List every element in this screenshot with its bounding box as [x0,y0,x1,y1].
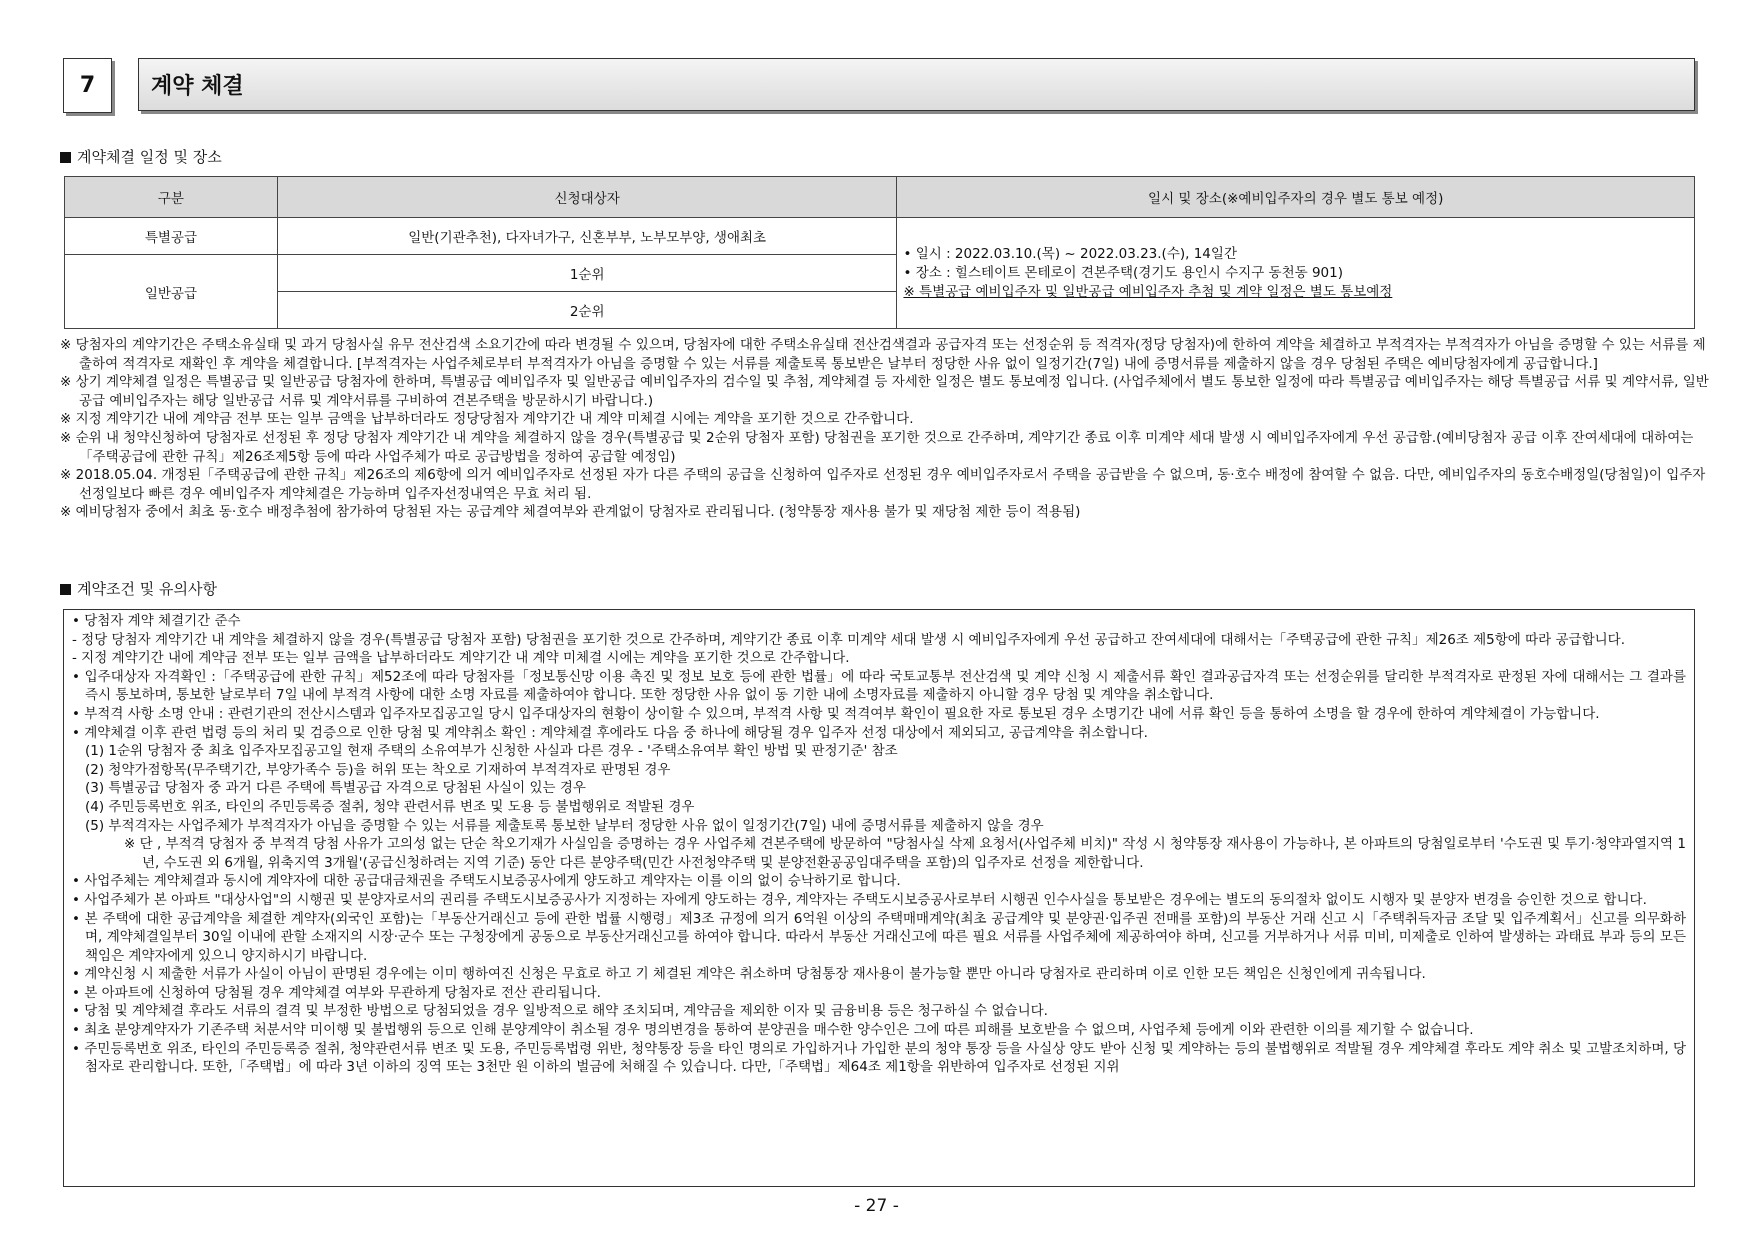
reserve-note: ※ 특별공급 예비입주자 및 일반공급 예비입주자 추첨 및 계약 일정은 별도 통보예정 [903,283,1393,300]
condition-item: - 정당 당첨자 계약기간 내 계약을 체결하지 않을 경우(특별공급 당첨자 포함) 당첨권을 포기한 것으로 간주하며, 계약기간 종료 이후 미계약 세대 발생 시 예비입주자에게 우선 공급하고 잔여세대에 대해서는「주택공급에 관한 규칙」제26조 제5항에 따라 공급합니다. [72,631,1626,648]
condition-item: • 계약체결 이후 관련 법령 등의 처리 및 검증으로 인한 당첨 및 계약취소 확인 : 계약체결 후에라도 다음 중 하나에 해당될 경우 입주자 선정 대상에서 제외되고, 공급계약을 취소합니다. [72,724,1148,741]
condition-item: (3) 특별공급 당첨자 중 과거 다른 주택에 특별공급 자격으로 당첨된 사실이 있는 경우 [85,780,586,797]
condition-item: • 주민등록번호 위조, 타인의 주민등록증 절취, 청약관련서류 변조 및 도용, 주민등록법령 위반, 청약통장 등을 타인 명의로 가입하거나 가입한 분의 청약 통장 등을 사실상 양도 받아 신청 및 계약하는 등의 불법행위로 적발될 경우 계약체결 후라도 계약 취소 및 고발조치하며, 당첨자로 관리합니다. 또한,「주택법」에 따라 3년 이하의 징역 또는 3천만 원 이하의 벌금에 처해질 수 있습니다. 다만,「주택법」제64조 제1항을 위반하여 입주자로 선정된 지위 [72,1040,1686,1076]
condition-item: • 사업주체가 본 아파트 "대상사업"의 시행권 및 분양자로서의 권리를 주택도시보증공사가 지정하는 자에게 양도하는 경우, 계약자는 주택도시보증공사로부터 시행권 인수사실을 통보받은 경우에는 별도의 동의절차 없이도 시행자 및 분양자 변경을 승인한 것으로 합니다. [72,891,1647,908]
schedule-table [64,176,1695,329]
note-item: ※ 2018.05.04. 개정된「주택공급에 관한 규칙」제26조의 제6항에 의거 예비입주자로 선정된 자가 다른 주택의 공급을 신청하여 입주자로 선정된 경우 예비입주자로서 주택을 공급받을 수 없으며, 동‧호수 배정에 참여할 수 없음. 다만, 예비입주자의 동호수배정일(당첨일)이 입주자 선정일보다 빠른 경우 예비입주자 계약체결은 가능하며 입주자선정내역은 무효 처리 됨. [60,467,1706,502]
section-title: 계약 체결 [138,58,1695,111]
special-supply-label: 특별공급 [65,218,278,255]
column-header: 일시 및 장소(※예비입주자의 경우 별도 통보 예정) [897,177,1695,218]
section-number: 7 [63,58,112,113]
date-line: • 일시 : 2022.03.10.(목) ~ 2022.03.23.(수), 14일간 [903,245,1237,262]
table-row [65,218,1695,255]
note-item: ※ 당첨자의 계약기간은 주택소유실태 및 과거 당첨사실 유무 전산검색 소요기간에 따라 변경될 수 있으며, 당첨자에 대한 주택소유실태 전산검색결과 공급자격 또는 선정순위 등 적격자(정당 당첨자)에 한하여 계약을 체결하고 부적격자는 부적격자가 아님을 증명할 수 있는 서류를 제출하여 적격자로 재확인 후 계약을 체결합니다. [부적격자는 사업주체로부터 부적격자가 아님을 증명할 수 있는 서류를 제출토록 통보받은 날부터 정당한 사유 없이 일정기간(7일) 내에 증명서류를 제출하지 않을 경우 당첨된 주택은 예비당첨자에게 공급합니다.] [60,337,1706,372]
note-item: ※ 상기 계약체결 일정은 특별공급 및 일반공급 당첨자에 한하며, 특별공급 예비입주자 및 일반공급 예비입주자의 검수일 및 추첨, 계약체결 등 자세한 일정은 별도 통보예정 입니다. (사업주체에서 별도 통보한 일정에 따라 특별공급 예비입주자는 해당 특별공급 서류 및 계약서류, 일반공급 예비입주자는 해당 일반공급 서류 및 계약서류를 구비하여 견본주택을 방문하시기 바랍니다.) [60,374,1709,409]
condition-item: • 당첨 및 계약체결 후라도 서류의 결격 및 부정한 방법으로 당첨되었을 경우 일방적으로 해약 조치되며, 계약금을 제외한 이자 및 금융비용 등은 청구하실 수 없습니다. [72,1003,1048,1020]
note-item: ※ 예비당첨자 중에서 최초 동‧호수 배정추첨에 참가하여 당첨된 자는 공급계약 체결여부와 관계없이 당첨자로 관리됩니다. (청약통장 재사용 불가 및 재당첨 제한 등이 적용됨) [60,504,1081,521]
special-supply-target: 일반(기관추천), 다자녀가구, 신혼부부, 노부모부양, 생애최초 [277,218,897,255]
place-line: • 장소 : 힐스테이트 몬테로이 견본주택(경기도 용인시 수지구 동천동 901) [903,264,1343,281]
rank2-cell: 2순위 [277,292,897,329]
square-bullet-icon [60,152,71,163]
condition-item: - 지정 계약기간 내에 계약금 전부 또는 일부 금액을 납부하더라도 계약기간 내 계약 미체결 시에는 계약을 포기한 것으로 간주합니다. [72,650,850,667]
note-item: ※ 순위 내 청약신청하여 당첨자로 선정된 후 정당 당첨자 계약기간 내 계약을 체결하지 않을 경우(특별공급 및 2순위 당첨자 포함) 당첨권을 포기한 것으로 간주하며, 계약기간 종료 이후 미계약 세대 발생 시 예비입주자에게 우선 공급함.(예비당첨자 공급 이후 잔여세대에 대하여는「주택공급에 관한 규칙」제26조제5항 등에 따라 사업주체가 따로 공급방법을 정하여 공급할 예정임) [60,429,1694,465]
date-place-cell [897,218,1695,329]
square-bullet-icon [60,584,71,595]
condition-item: (4) 주민등록번호 위조, 타인의 주민등록증 절취, 청약 관련서류 변조 및 도용 등 불법행위로 적발된 경우 [85,798,695,815]
general-supply-label: 일반공급 [65,255,278,329]
condition-item: (1) 1순위 당첨자 중 최초 입주자모집공고일 현재 주택의 소유여부가 신청한 사실과 다른 경우 - '주택소유여부 확인 방법 및 판정기준' 참조 [85,743,898,760]
note-item: ※ 지정 계약기간 내에 계약금 전부 또는 일부 금액을 납부하더라도 정당당첨자 계약기간 내 계약 미체결 시에는 계약을 포기한 것으로 간주합니다. [60,411,914,428]
conditions-box [63,609,1695,1187]
schedule-notes [60,336,1710,522]
condition-item: • 입주대상자 자격확인 :「주택공급에 관한 규칙」제52조에 따라 당첨자를「정보통신망 이용 촉진 및 정보 보호 등에 관한 법률」에 따라 국토교통부 전산검색 및 계약 신청 시 제출서류 확인 결과공급자격 또는 선정순위를 달리한 부적격자로 판정된 자에 대해서는 그 결과를 즉시 통보하며, 통보한 날로부터 7일 내에 부적격 사항에 대한 소명 자료를 제출하여야 합니다. 또한 정당한 사유 없이 동 기한 내에 소명자료를 제출하지 아니할 경우 당첨 및 계약을 취소합니다. [72,668,1686,704]
column-header: 신청대상자 [277,177,897,218]
condition-item: • 본 아파트에 신청하여 당첨될 경우 계약체결 여부와 무관하게 당첨자로 전산 관리됩니다. [72,984,601,1001]
table-header-row [65,177,1695,218]
page-number: - 27 - [854,1196,899,1216]
condition-item: (5) 부적격자는 사업주체가 부적격자가 아님을 증명할 수 있는 서류를 제출토록 통보한 날부터 정당한 사유 없이 일정기간(7일) 내에 증명서류를 제출하지 않을 경우 [85,817,1044,834]
rank1-cell: 1순위 [277,255,897,292]
condition-item: • 계약신청 시 제출한 서류가 사실이 아님이 판명된 경우에는 이미 행하여진 신청은 무효로 하고 기 체결된 계약은 취소하며 당첨통장 재사용이 불가능할 뿐만 아니라 당첨자로 관리하며 이로 인한 모든 책임은 신청인에게 귀속됩니다. [72,966,1426,983]
condition-item: ※ 단 , 부적격 당첨자 중 부적격 당첨 사유가 고의성 없는 단순 착오기재가 사실임을 증명하는 경우 사업주체 견본주택에 방문하여 "당첨사실 삭제 요청서(사업주체 비치)" 작성 시 청약통장 재사용이 가능하나, 본 아파트의 당첨일로부터 '수도권 및 투기·청약과열지역 1년, 수도권 외 6개월, 위축지역 3개월'(공급신청하려는 지역 기준) 동안 다른 분양주택(민간 사전청약주택 및 분양전환공공임대주택을 포함)의 입주자로 선정을 제한합니다. [124,836,1686,871]
schedule-heading: 계약체결 일정 및 장소 [60,146,222,167]
condition-item: • 부적격 사항 소명 안내 : 관련기관의 전산시스템과 입주자모집공고일 당시 입주대상자의 현황이 상이할 수 있으며, 부적격 사항 및 적격여부 확인이 필요한 자로 통보된 경우 소명기간 내에 서류 확인 등을 통하여 소명을 할 경우에 한하여 계약체결이 가능합니다. [72,705,1600,722]
condition-item: • 사업주체는 계약체결과 동시에 계약자에 대한 공급대금채권을 주택도시보증공사에게 양도하고 계약자는 이를 이의 없이 승낙하기로 합니다. [72,873,901,890]
condition-item: • 최초 분양계약자가 기존주택 처분서약 미이행 및 불법행위 등으로 인해 분양계약이 취소될 경우 명의변경을 통하여 분양권을 매수한 양수인은 그에 따른 피해를 보호받을 수 없으며, 사업주체 등에게 이와 관련한 이의를 제기할 수 없습니다. [72,1022,1474,1039]
condition-item: • 당첨자 계약 체결기간 준수 [72,613,241,629]
conditions-heading: 계약조건 및 유의사항 [60,578,217,599]
condition-item: (2) 청약가점항목(무주택기간, 부양가족수 등)을 허위 또는 착오로 기재하여 부적격자로 판명된 경우 [85,761,671,778]
column-header: 구분 [65,177,278,218]
condition-item: • 본 주택에 대한 공급계약을 체결한 계약자(외국인 포함)는「부동산거래신고 등에 관한 법률 시행령」제3조 규정에 의거 6억원 이상의 주택매매계약(최초 공급계약 및 분양권·입주권 전매를 포함)의 부동산 거래 신고 시「주택취득자금 조달 및 입주계획서」신고를 의무화하며, 계약체결일부터 30일 이내에 관할 소재지의 시장·군수 또는 구청장에게 공동으로 부동산거래신고를 하여야 합니다. 따라서 부동산 거래신고에 따른 필요 서류를 사업주체에 제공하여야 하며, 신고를 거부하거나 서류 미비, 미제출로 인하여 발생하는 과태료 부과 등의 모든 책임은 계약자에게 있으니 양지하시기 바랍니다. [72,910,1686,964]
